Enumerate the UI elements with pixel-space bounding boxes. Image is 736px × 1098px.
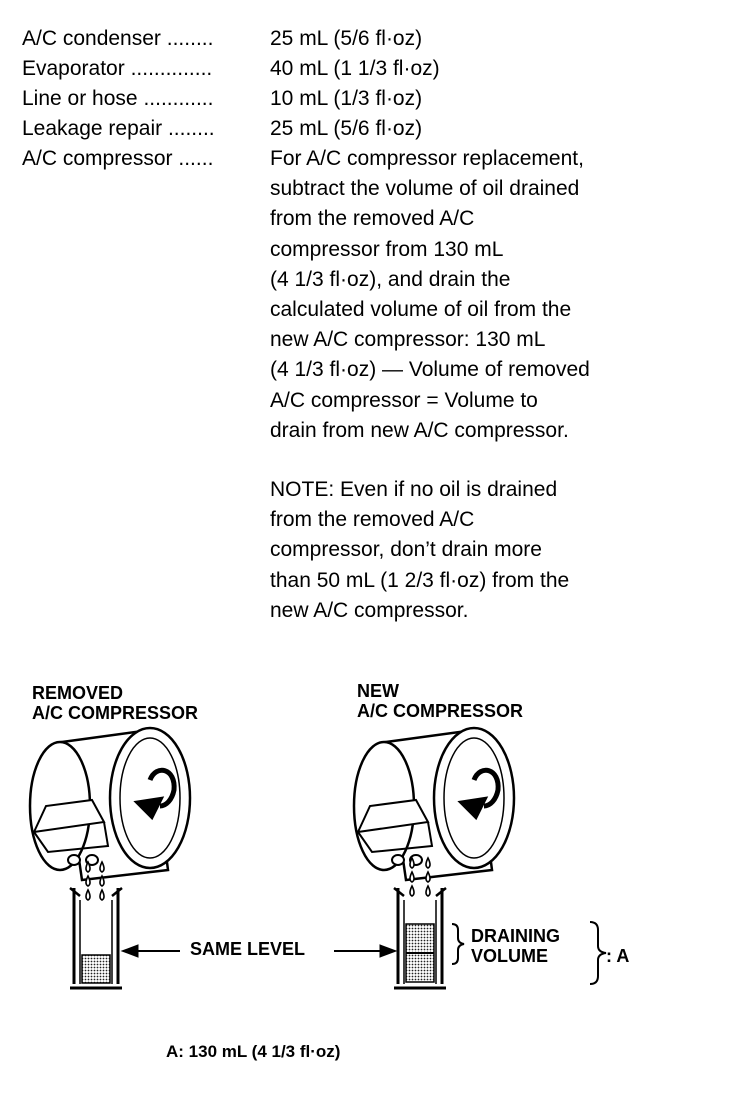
note-line: from the removed A/C	[270, 508, 475, 532]
draining-volume-label: DRAINING VOLUME	[471, 926, 560, 966]
bracket-a-label: : A	[606, 946, 630, 966]
removed-compressor-icon	[30, 728, 190, 880]
spec-value: 25 mL (5/6 fl·oz)	[270, 117, 423, 140]
desc-line: subtract the volume of oil drained	[270, 177, 580, 201]
spec-label: Evaporator ..............	[22, 57, 213, 80]
spec-value: 40 mL (1 1/3 fl·oz)	[270, 57, 440, 80]
total-volume-bracket	[590, 922, 606, 984]
note-line: new A/C compressor.	[270, 598, 469, 622]
desc-line: compressor from 130 mL	[270, 237, 504, 261]
note-line: than 50 mL (1 2/3 fl·oz) from the	[270, 568, 570, 592]
removed-compressor-label: REMOVED A/C COMPRESSOR	[32, 683, 199, 723]
spec-label: Line or hose ............	[22, 87, 214, 110]
desc-line: (4 1/3 fl·oz) — Volume of removed	[270, 358, 590, 382]
desc-line: A/C compressor = Volume to	[270, 388, 538, 412]
new-graduated-cylinder-icon	[394, 888, 446, 988]
desc-line: For A/C compressor replacement,	[270, 147, 584, 170]
note-line: compressor, don’t drain more	[270, 538, 542, 562]
same-level-label: SAME LEVEL	[190, 939, 306, 959]
spec-label: Leakage repair ........	[22, 117, 215, 140]
removed-graduated-cylinder-icon	[70, 888, 122, 988]
spec-label: A/C condenser ........	[22, 27, 214, 50]
draining-volume-bracket	[452, 924, 464, 964]
figure-caption: A: 130 mL (4 1/3 fl·oz)	[166, 1042, 341, 1061]
spec-value: 10 mL (1/3 fl·oz)	[270, 87, 423, 110]
note-line: NOTE: Even if no oil is drained	[270, 478, 558, 502]
new-compressor-icon	[354, 728, 514, 880]
new-compressor-label: NEW A/C COMPRESSOR	[357, 681, 524, 721]
desc-line: new A/C compressor: 130 mL	[270, 328, 546, 352]
desc-line: drain from new A/C compressor.	[270, 418, 569, 442]
desc-line: calculated volume of oil from the	[270, 298, 572, 322]
desc-line: (4 1/3 fl·oz), and drain the	[270, 267, 511, 291]
desc-line: from the removed A/C	[270, 207, 475, 231]
spec-value: 25 mL (5/6 fl·oz)	[270, 27, 423, 50]
spec-label: A/C compressor ......	[22, 147, 214, 170]
